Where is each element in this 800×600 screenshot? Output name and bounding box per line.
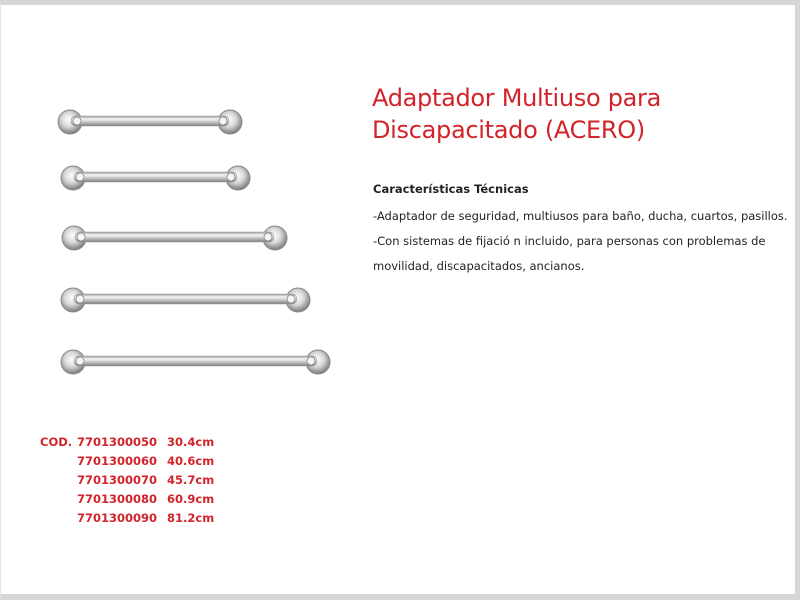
grab-bar-5: [61, 350, 330, 374]
grab-bar-2: [61, 166, 250, 190]
product-code: 7701300060: [77, 454, 158, 468]
grab-bar-4: [61, 288, 310, 312]
product-size: 40.6cm: [167, 454, 215, 468]
grab-bar-images: [55, 100, 345, 390]
spec-line: movilidad, discapacitados, ancianos.: [373, 259, 585, 273]
spec-line: -Con sistemas de fijació n incluido, para personas con problemas de: [373, 234, 766, 248]
product-code: 7701300050: [77, 435, 158, 449]
code-label: COD.: [40, 435, 73, 449]
code-row: [40, 452, 214, 471]
spec-line: -Adaptador de seguridad, multiusos para baño, ducha, cuartos, pasillos.: [373, 209, 788, 223]
specs-block: [373, 180, 788, 279]
product-code: 7701300070: [77, 473, 158, 487]
grab-bar-1: [58, 110, 242, 134]
product-codes: [40, 433, 214, 528]
product-size: 45.7cm: [167, 473, 215, 487]
grab-bar-3: [62, 226, 287, 250]
product-title: [372, 82, 782, 146]
product-size: 60.9cm: [167, 492, 215, 506]
product-code: 7701300080: [77, 492, 158, 506]
product-size: 81.2cm: [167, 511, 215, 525]
code-row: [40, 433, 214, 452]
specs-heading: Características Técnicas: [373, 182, 529, 196]
code-row: [40, 490, 214, 509]
title-line-2: Discapacitado (ACERO): [372, 116, 645, 144]
product-code: 7701300090: [77, 511, 158, 525]
code-row: [40, 471, 214, 490]
product-size: 30.4cm: [167, 435, 215, 449]
grab-bars-illustration: [55, 100, 345, 390]
code-row: [40, 509, 214, 528]
title-line-1: Adaptador Multiuso para: [372, 84, 662, 112]
